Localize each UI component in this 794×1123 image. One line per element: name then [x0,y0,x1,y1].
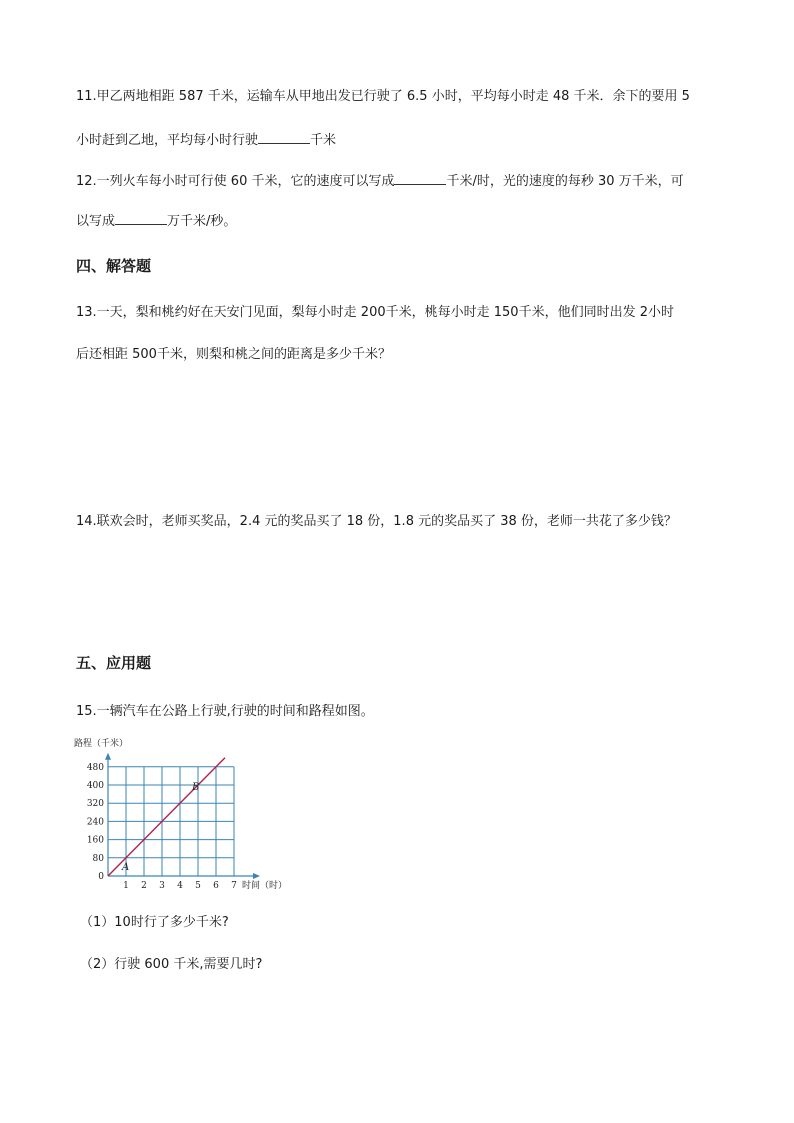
x-tick-label: 3 [159,881,165,891]
y-tick-label: 240 [86,817,104,828]
x-tick-label: 2 [141,881,147,891]
q13-line2: 后还相距 500千米，则梨和桃之间的距离是多少千米？ [76,347,391,362]
section-5-heading: 五、应用题 [76,654,152,672]
q12-line2 [76,212,236,231]
answer-blank [258,131,310,144]
y-tick-label: 400 [86,781,104,791]
y-tick-label: 480 [86,762,104,773]
q12-line2-text: 以写成 [76,214,116,229]
distance-time-chart [72,732,304,894]
x-axis-label: 时间（时） [242,881,288,891]
q15-text: 15.一辆汽车在公路上行驶,行驶的时间和路程如图。 [76,704,374,719]
q14-text: 14.联欢会时，老师买奖品，2.4 元的奖品买了 18 份，1.8 元的奖品买了 38 份，老师一共花了多少钱？ [76,514,677,529]
q15-sub2: （2）行驶 600 千米,需要几时? [80,957,263,972]
x-tick-label: 6 [213,881,219,891]
q12-line2-unit: 万千米/秒。 [167,214,237,229]
y-tick-label: 160 [86,835,104,846]
q11-line2 [76,131,336,150]
point-label: B [192,782,200,794]
x-tick-label: 1 [123,881,129,891]
q12-line1-rest: 千米/时，光的速度的每秒 30 万千米，可 [446,174,684,189]
y-axis-label: 路程（千米） [74,739,129,749]
y-tick-label: 80 [92,853,104,864]
answer-blank [394,172,446,185]
q12-line1 [76,172,684,191]
q11-line2-text: 小时赶到乙地，平均每小时行驶 [76,133,259,148]
q11-line2-unit: 千米 [310,133,337,148]
y-tick-label: 320 [86,799,104,810]
q13-line1: 13.一天，梨和桃约好在天安门见面，梨每小时走 200千米，桃每小时走 150千米，他们同时出发 2小时 [76,305,674,320]
q15-sub1: （1）10时行了多少千米? [80,915,229,930]
x-tick-label: 7 [231,881,237,891]
section-4-heading: 四、解答题 [76,257,152,275]
x-axis-arrow-icon [253,873,260,879]
x-tick-label: 5 [195,881,201,891]
point-label: A [122,862,130,873]
answer-blank [115,212,167,225]
q12-line1-text: 12.一列火车每小时可行使 60 千米，它的速度可以写成 [76,174,395,189]
x-tick-label: 4 [177,881,183,891]
y-tick-label: 0 [98,872,104,882]
y-axis-arrow-icon [105,753,111,760]
q11-line1: 11.甲乙两地相距 587 千米，运输车从甲地出发已行驶了 6.5 小时，平均每小时走 48 千米．余下的要用 5 [76,89,690,104]
